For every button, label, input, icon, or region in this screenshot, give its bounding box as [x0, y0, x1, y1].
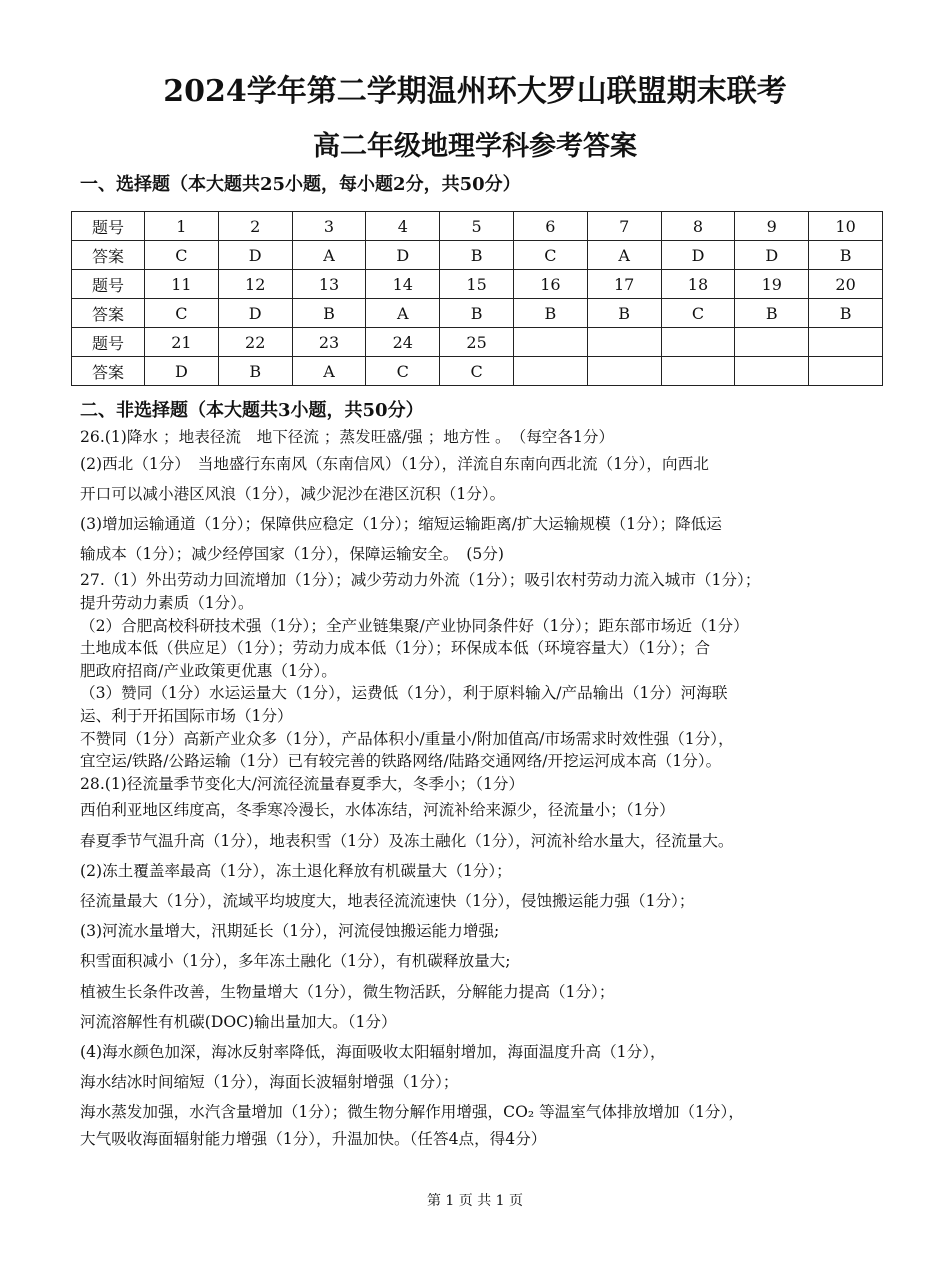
page-footer: 第 1 页 共 1 页: [426, 1193, 524, 1209]
answer-cell: C: [366, 357, 440, 386]
answer-cell: A: [587, 241, 661, 270]
answer-cell: 6: [513, 212, 587, 241]
answer-cell: 8: [661, 212, 735, 241]
answer-line: 植被生长条件改善，生物量增大（1分），微生物活跃，分解能力提高（1分）；: [80, 982, 615, 1001]
sub-title: 高二年级地理学科参考答案: [313, 131, 637, 162]
answer-table-row: [72, 241, 883, 270]
answer-cell: 10: [809, 212, 883, 241]
answer-cell: 9: [735, 212, 809, 241]
answer-cell: 24: [366, 328, 440, 357]
answer-cell: 16: [513, 270, 587, 299]
answer-table-row: [72, 270, 883, 299]
row-label-cell: 题号: [72, 270, 145, 299]
section-heading-choice: 一、选择题（本大题共25小题，每小题2分，共50分）: [80, 174, 521, 195]
answer-line: 27.（1）外出劳动力回流增加（1分）；减少劳动力外流（1分）；吸引农村劳动力流入城市（1分）；: [80, 571, 761, 590]
answer-cell: [587, 357, 661, 386]
answer-cell: 23: [292, 328, 366, 357]
answer-cell: B: [809, 299, 883, 328]
answer-line: 海水蒸发加强，水汽含量增加（1分）；微生物分解作用增强，CO₂ 等温室气体排放增加（1分），: [80, 1103, 744, 1122]
answer-cell: [513, 357, 587, 386]
section-heading-nonchoice: 二、非选择题（本大题共3小题，共50分）: [80, 400, 424, 421]
answer-line: 开口可以减小港区风浪（1分），减少泥沙在港区沉积（1分）。: [80, 484, 506, 503]
answer-table-row: [72, 357, 883, 386]
answer-text: [80, 426, 880, 1150]
answer-line: (3)增加运输通道（1分）；保障供应稳定（1分）；缩短运输距离/扩大运输规模（1分）；降低运: [80, 515, 722, 533]
answer-cell: [735, 328, 809, 357]
answer-line: （2）合肥高校科研技术强（1分）；全产业链集聚/产业协同条件好（1分）；距东部市场近（1分）: [80, 616, 749, 635]
answer-cell: [513, 328, 587, 357]
answer-cell: D: [218, 241, 292, 270]
answer-cell: A: [292, 241, 366, 270]
answer-line: 土地成本低（供应足）（1分）；劳动力成本低（1分）；环保成本低（环境容量大）（1分）；合: [80, 639, 711, 658]
answer-cell: 18: [661, 270, 735, 299]
answer-line: 大气吸收海面辐射能力增强（1分），升温加快。（任答4点，得4分）: [80, 1129, 547, 1148]
answer-table: [71, 211, 883, 386]
answer-cell: D: [218, 299, 292, 328]
answer-cell: 12: [218, 270, 292, 299]
answer-cell: D: [366, 241, 440, 270]
answer-cell: B: [292, 299, 366, 328]
answer-cell: [661, 357, 735, 386]
answer-cell: [661, 328, 735, 357]
answer-line: 西伯利亚地区纬度高，冬季寒冷漫长，水体冻结，河流补给来源少，径流量小；（1分）: [80, 801, 675, 820]
answer-line: 28.(1)径流量季节变化大/河流径流量春夏季大，冬季小；（1分）: [80, 774, 525, 793]
answer-cell: 7: [587, 212, 661, 241]
answer-line: （3）赞同（1分）水运运量大（1分），运费低（1分），利于原料输入/产品输出（1分）河海联: [80, 684, 728, 703]
answer-cell: A: [366, 299, 440, 328]
answer-line: 运、利于开拓国际市场（1分）: [80, 706, 293, 725]
answer-cell: B: [440, 241, 514, 270]
answer-table-row: [72, 212, 883, 241]
answer-cell: D: [145, 357, 219, 386]
answer-line: 宜空运/铁路/公路运输（1分）已有较完善的铁路网络/陆路交通网络/开挖运河成本高（1分）。: [80, 752, 722, 771]
answer-cell: 15: [440, 270, 514, 299]
answer-line: 积雪面积减小（1分），多年冻土融化（1分），有机碳释放量大;: [80, 952, 511, 971]
answer-line: 不赞同（1分）高新产业众多（1分），产品体积小/重量小/附加值高/市场需求时效性强（1分），: [80, 729, 734, 748]
answer-cell: A: [292, 357, 366, 386]
answer-cell: [809, 357, 883, 386]
answer-cell: B: [587, 299, 661, 328]
answer-line: (3)河流水量增大，汛期延长（1分），河流侵蚀搬运能力增强;: [80, 922, 500, 941]
answer-cell: D: [661, 241, 735, 270]
answer-cell: 20: [809, 270, 883, 299]
answer-line: 径流量最大（1分），流域平均坡度大，地表径流流速快（1分），侵蚀搬运能力强（1分）；: [80, 891, 695, 910]
answer-cell: 3: [292, 212, 366, 241]
answer-line: (2)西北（1分） 当地盛行东南风（东南信风）（1分），洋流自东南向西北流（1分），向西北: [80, 454, 709, 473]
answer-line: 26.(1)降水 ；地表径流 地下径流 ；蒸发旺盛/强 ；地方性 。 （每空各1分）: [80, 428, 615, 446]
answer-cell: C: [145, 241, 219, 270]
answer-cell: 5: [440, 212, 514, 241]
answer-cell: [735, 357, 809, 386]
answer-cell: 21: [145, 328, 219, 357]
row-label-cell: 题号: [72, 328, 145, 357]
answer-cell: 14: [366, 270, 440, 299]
answer-line: (2)冻土覆盖率最高（1分），冻土退化释放有机碳量大（1分）；: [80, 861, 512, 880]
answer-line: 肥政府招商/产业政策更优惠（1分）。: [80, 661, 337, 680]
row-label-cell: 题号: [72, 212, 145, 241]
answer-cell: 1: [145, 212, 219, 241]
answer-cell: C: [145, 299, 219, 328]
answer-line: 河流溶解性有机碳(DOC)输出量加大。（1分）: [80, 1012, 397, 1031]
answer-line: 春夏季节气温升高（1分），地表积雪（1分）及冻土融化（1分），河流补给水量大，径流量大。: [80, 831, 734, 850]
answer-cell: D: [735, 241, 809, 270]
answer-cell: 17: [587, 270, 661, 299]
answer-line: 提升劳动力素质（1分）。: [80, 594, 254, 612]
main-title: 2024学年第二学期温州环大罗山联盟期末联考: [163, 74, 787, 109]
answer-cell: 22: [218, 328, 292, 357]
answer-cell: 13: [292, 270, 366, 299]
answer-cell: B: [218, 357, 292, 386]
answer-cell: C: [440, 357, 514, 386]
answer-cell: B: [809, 241, 883, 270]
answer-table-row: [72, 328, 883, 357]
answer-line: 海水结冰时间缩短（1分），海面长波辐射增强（1分）；: [80, 1073, 459, 1092]
answer-cell: [587, 328, 661, 357]
answer-cell: 19: [735, 270, 809, 299]
answer-cell: C: [661, 299, 735, 328]
answer-cell: C: [513, 241, 587, 270]
answer-cell: 11: [145, 270, 219, 299]
answer-cell: B: [513, 299, 587, 328]
answer-line: 输成本（1分）；减少经停国家（1分），保障运输安全。 (5分): [80, 545, 504, 564]
answer-cell: 4: [366, 212, 440, 241]
answer-cell: 2: [218, 212, 292, 241]
row-label-cell: 答案: [72, 241, 145, 270]
answer-cell: 25: [440, 328, 514, 357]
answer-cell: [809, 328, 883, 357]
answer-cell: B: [440, 299, 514, 328]
answer-table-row: [72, 299, 883, 328]
answer-cell: B: [735, 299, 809, 328]
row-label-cell: 答案: [72, 357, 145, 386]
answer-line: (4)海水颜色加深，海冰反射率降低，海面吸收太阳辐射增加，海面温度升高（1分），: [80, 1042, 666, 1061]
row-label-cell: 答案: [72, 299, 145, 328]
